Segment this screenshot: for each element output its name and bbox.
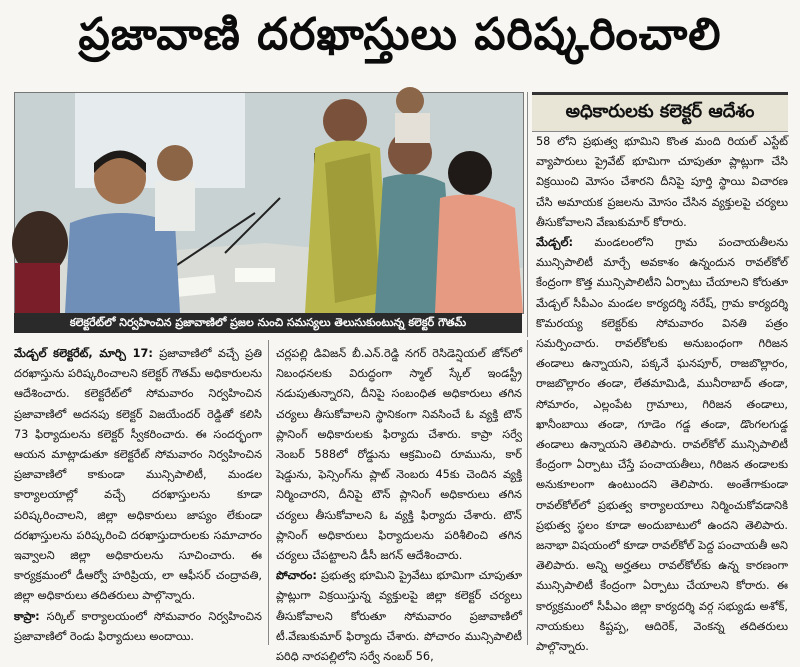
photo-caption: కలెక్టరేట్‌లో నిర్వహించిన ప్రజావాణిలో ప్రజల నుంచి సమస్యలు తెలుసుకుంటున్న కలెక్టర్ గౌతమ్ [14, 313, 522, 333]
middle-para-2-lead: పోచారం: [276, 569, 317, 583]
middle-para-2-body: ప్రభుత్వ భూమిని ప్రైవేటు భూమిగా చూపుతూ ప్లాట్లుగా విక్రయిస్తున్న వ్యక్తులపై జిల్లా కలెక్టర్ చర్యలు తీసుకోవాలని కోరుతూ సోమవారం ప్రజావాణిలో టీ.వేణుకుమార్ ఫిర్యాదు చేశారు. పోచారం మున్సిపాలిటీ పరిధి నారపల్లిలోని సర్వే నంబర్ 56, [276, 569, 522, 664]
middle-para-2 [276, 566, 522, 667]
right-para-2 [536, 233, 788, 657]
dateline: మేడ్చల్ కలెక్టరేట్, మార్చి 17: [14, 347, 153, 360]
middle-para-1: చర్లపల్లి డివిజన్ బీ.ఎన్.రెడ్డి నగర్ రెసిడెన్షియల్ జోన్‌లో నిబంధనలకు విరుద్ధంగా స్మాల్ స్కేల్ ఇండస్ట్రీ నడుపుతున్నారని, దీనిపై సంబంధిత అధికారులు తగిన చర్యలు తీసుకోవాలని స్థానికంగా నివసించే ఓ వ్యక్తి టౌన్ ప్లానింగ్ అధికారులకు ఫిర్యాదు చేశారు. కాప్రా సర్వే నెంబర్ 588లో రోడ్డును ఆక్రమించి రూమును, కార్ షెడ్డును, ఫెన్సింగ్‌ను ప్లాట్ నెంబరు 45కు చెందిన వ్యక్తి నిర్మించారని, దీనిపై టౌన్ ప్లానింగ్ అధికారులు తగిన చర్యలు తీసుకోవాలని ఓ వ్యక్తి ఫిర్యాదు చేశారు. టౌన్ ప్లానింగ్ అధికారులు ఫిర్యాదులను పరిశీలించి తగిన చర్యలు చేపట్టాలని డీసీ జగన్ ఆదేశించారు. [276, 347, 522, 563]
right-para-2-body: మండలంలోని గ్రామ పంచాయతీలను మున్సిపాలిటీ మార్చే అవకాశం ఉన్నందున రావల్‌కోల్ కేంద్రంగా కొత్త మున్సిపాలిటీని ఏర్పాటు చేయాలని కోరుతూ మేడ్చల్ సీపీఎం మండల కార్యదర్శి నరేష్, గ్రామ కార్యదర్శి కొమరయ్య కలెక్టర్‌కు సోమవారం వినతి పత్రం సమర్పించారు. రావల్‌కోలకు అనుబంధంగా గిరిజన తండాలు ఉన్నాయని, పక్కనే ఘనపూర్, రాజబొల్లారం, రాజబొల్లారం తండా, లేతమామిడి, మునీరాబాద్ తండా, సోమారం, ఎల్లంపేట గ్రామాలు, గిరిజన తండాలు, ఖానీంబాయి తండా, గూడెం గడ్డ తండా, డొంగలగుడ్డ తండాలు ఉన్నాయని తెలిపారు. రావల్‌కోల్ మున్సిపాలిటీ కేంద్రంగా ఏర్పాటు చేస్తే పంచాయతీలు, గిరిజన తండాలకు అనుకూలంగా ఉంటుందని తెలిపారు. అంతేగాకుండా రావల్‌కోల్‌లో ప్రభుత్వ కార్యాలయాలు నిర్మించుకోవడానికి ప్రభుత్వ స్థలం కూడా అందుబాటులో ఉందని తెలిపారు. జనాభా విషయంలో కూడా రావల్‌కోల్ పెద్ద పంచాయతీ అని తెలిపారు. అన్ని అర్హతలు రావల్‌కోల్‌కు ఉన్న కారణంగా మున్సిపాలిటీ కేంద్రంగా ఏర్పాటు చేయాలని కోరారు. ఈ కార్యక్రమంలో సీపీఎం జిల్లా కార్యదర్శి వర్గ సభ్యుడు అశోక్, నాయకులు కిష్టప్ప, ఆదిరెక్, వెంకన్న తదితరులు పాల్గొన్నారు. [536, 236, 788, 654]
left-column [14, 344, 262, 644]
headline: ప్రజావాణి దరఖాస్తులు పరిష్కరించాలి [78, 9, 722, 60]
left-para-2 [14, 607, 262, 647]
news-photo [14, 92, 524, 314]
left-para-2-lead: కాప్రా: [14, 609, 40, 623]
left-para-1-body: ప్రజావాణిలో వచ్చే ప్రతి దరఖాస్తును పరిష్కరించాలని కలెక్టర్ గౌతమ్ అధికారులను ఆదేశించారు. కలెక్టరేట్‌లో సోమవారం నిర్వహించిన ప్రజావాణిలో అదనపు కలెక్టర్ విజయేందర్ రెడ్డితో కలిసి 73 ఫిర్యాదులను కలెక్టర్ స్వీకరించారు. ఈ సందర్భంగా ఆయన మాట్లాడుతూ కలెక్టరేట్ సోమవారం నిర్వహించిన ప్రజావాణిలో కాకుండా మున్సిపాలిటీ, మండల కార్యాలయాల్లో వచ్చే దరఖాస్తులను కూడా పరిష్కరించాలని, జిల్లా అధికారులు జాప్యం లేకుండా దరఖాస్తులను పరిష్కరించి దరఖాస్తుదారులకు సమాచారం ఇవ్వాలని జిల్లా అధికారులను సూచించారు. ఈ కార్యక్రమంలో డీఆర్వో హరిప్రియ, లా ఆఫీసర్ చంద్రావతి, జిల్లా అధికారులు తదితరులు పాల్గొన్నారు. [14, 347, 262, 603]
right-para-1: 58 లోని ప్రభుత్వ భూమిని కొంత మంది రియల్ ఎస్టేట్ వ్యాపారులు ప్రైవేట్ భూమిగా చూపుతూ ప్లాట్లుగా చేసి విక్రయించి మోసం చేశారని దీనిపై పూర్తి స్థాయి విచారణ చేసి అమాయక ప్రజలను మోసం చేసిన వ్యక్తులపై చర్యలు తీసుకోవాలని వేణుకుమార్ కోరారు. [536, 135, 788, 229]
right-para-2-lead: మేడ్చల్: [536, 236, 574, 250]
left-para-1 [14, 344, 262, 607]
right-column-top [536, 132, 788, 654]
middle-column [276, 344, 522, 664]
left-para-2-body: సర్కిల్ కార్యాలయంలో సోమవారం నిర్వహించిన ప్రజావాణిలో రెండు ఫిర్యాదులు అందాయి. [14, 609, 262, 643]
subheadline: అధికారులకు కలెక్టర్ ఆదేశం [532, 92, 788, 132]
